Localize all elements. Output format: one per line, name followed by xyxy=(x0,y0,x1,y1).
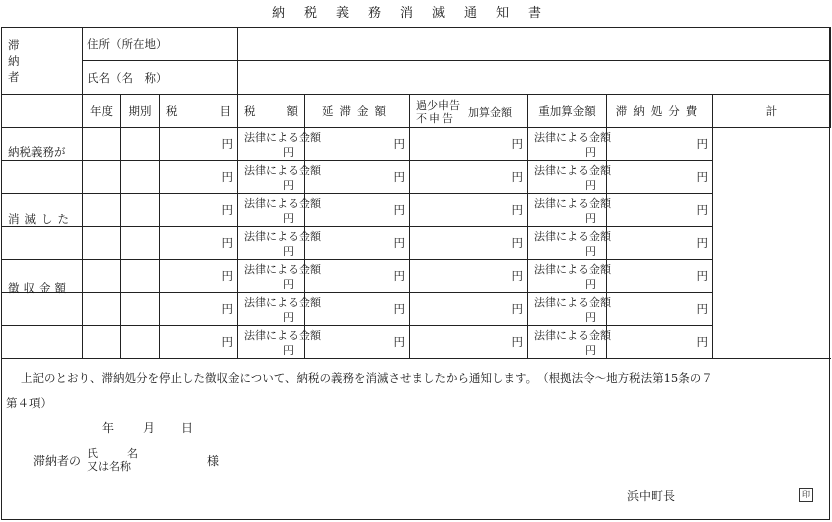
side-label-line3: 徴収金額 xyxy=(8,281,70,295)
disposition-fee-cell[interactable] xyxy=(528,326,611,359)
heavy-additional-cell[interactable] xyxy=(410,326,528,359)
address-value[interactable] xyxy=(238,28,831,61)
yen-unit: 円 xyxy=(393,236,405,250)
yen-unit: 円 xyxy=(393,269,405,283)
tax-table xyxy=(1,27,831,359)
total-cell[interactable] xyxy=(607,227,713,260)
col-tax-item-a: 税 xyxy=(166,104,178,118)
table-row xyxy=(2,293,831,326)
yen-unit: 円 xyxy=(283,245,294,258)
tax-amount-cell[interactable] xyxy=(160,293,238,326)
recipient-name-top-a: 氏 xyxy=(87,447,98,460)
document-title: 納税義務消滅通知書 xyxy=(271,6,560,21)
notice-area xyxy=(1,362,830,520)
yen-unit: 円 xyxy=(283,179,294,192)
by-law-amount-label: 法律による金額 xyxy=(534,164,611,177)
address-label: 住所（所在地） xyxy=(83,28,238,61)
tax-amount-cell[interactable] xyxy=(160,161,238,194)
column-header-row xyxy=(2,95,831,128)
issuer-title: 浜中町長 xyxy=(627,489,676,503)
tax-amount-cell[interactable] xyxy=(160,326,238,359)
yen-unit: 円 xyxy=(221,335,233,349)
by-law-amount-label: 法律による金額 xyxy=(244,296,321,309)
yen-unit: 円 xyxy=(221,203,233,217)
yen-unit: 円 xyxy=(696,203,708,217)
disposition-fee-cell[interactable] xyxy=(528,128,611,161)
table-row xyxy=(2,128,831,161)
recipient-honorific: 様 xyxy=(207,454,220,468)
taxpayer-name-row xyxy=(2,61,831,95)
col-tax-amount xyxy=(238,95,305,128)
tax-item-cell[interactable] xyxy=(121,161,160,194)
disposition-fee-cell[interactable] xyxy=(528,194,611,227)
by-law-amount-label: 法律による金額 xyxy=(534,329,611,342)
by-law-amount-label: 法律による金額 xyxy=(244,329,321,342)
yen-unit: 円 xyxy=(696,170,708,184)
yen-unit: 円 xyxy=(283,212,294,225)
tax-amount-cell[interactable] xyxy=(160,128,238,161)
heavy-additional-cell[interactable] xyxy=(410,260,528,293)
by-law-amount-label: 法律による金額 xyxy=(244,164,321,177)
yen-unit: 円 xyxy=(696,137,708,151)
table-row xyxy=(2,326,831,359)
tax-amount-cell[interactable] xyxy=(160,260,238,293)
table-row xyxy=(2,227,831,260)
by-law-amount-label: 法律による金額 xyxy=(534,131,611,144)
date-day: 日 xyxy=(181,421,194,435)
col-period: 期別 xyxy=(121,95,160,128)
col-under-report-line2: 不申告 xyxy=(416,112,455,125)
delinquency-cell[interactable] xyxy=(238,161,321,194)
yen-unit: 円 xyxy=(393,335,405,349)
tax-amount-cell[interactable] xyxy=(160,194,238,227)
recipient-prefix: 滞納者の xyxy=(33,454,82,468)
delinquency-cell[interactable] xyxy=(238,326,321,359)
yen-unit: 円 xyxy=(511,203,523,217)
period-cell[interactable] xyxy=(83,161,121,194)
yen-unit: 円 xyxy=(511,236,523,250)
side-label-line2: 消滅した xyxy=(8,212,74,226)
total-cell[interactable] xyxy=(607,128,713,161)
yen-unit: 円 xyxy=(585,344,596,357)
period-cell[interactable] xyxy=(83,194,121,227)
side-label xyxy=(2,95,83,295)
yen-unit: 円 xyxy=(221,236,233,250)
recipient-name-top-b: 名 xyxy=(127,447,138,460)
yen-unit: 円 xyxy=(221,269,233,283)
tax-item-cell[interactable] xyxy=(121,227,160,260)
seal-mark: 印 xyxy=(799,488,813,502)
yen-unit: 円 xyxy=(696,302,708,316)
disposition-fee-cell[interactable] xyxy=(528,260,611,293)
period-cell[interactable] xyxy=(83,227,121,260)
yen-unit: 円 xyxy=(585,245,596,258)
tax-amount-cell[interactable] xyxy=(160,227,238,260)
by-law-amount-label: 法律による金額 xyxy=(534,263,611,276)
total-cell[interactable] xyxy=(607,194,713,227)
yen-unit: 円 xyxy=(283,344,294,357)
yen-unit: 円 xyxy=(696,236,708,250)
col-heavy-additional: 重加算金額 xyxy=(528,95,607,128)
period-cell[interactable] xyxy=(83,326,121,359)
tax-item-cell[interactable] xyxy=(121,128,160,161)
taxpayer-address-row xyxy=(2,28,831,61)
table-row xyxy=(2,194,831,227)
date-month: 月 xyxy=(143,421,156,435)
yen-unit: 円 xyxy=(283,146,294,159)
total-cell[interactable] xyxy=(607,293,713,326)
heavy-additional-cell[interactable] xyxy=(410,128,528,161)
heavy-additional-cell[interactable] xyxy=(410,161,528,194)
col-tax-amount-a: 税 xyxy=(244,104,256,118)
delinquency-cell[interactable] xyxy=(238,227,321,260)
col-total: 計 xyxy=(713,95,831,128)
disposition-fee-cell[interactable] xyxy=(528,161,611,194)
by-law-amount-label: 法律による金額 xyxy=(534,296,611,309)
year-cell[interactable] xyxy=(2,227,83,260)
yen-unit: 円 xyxy=(696,335,708,349)
yen-unit: 円 xyxy=(585,212,596,225)
col-under-report-line1: 過少申告 xyxy=(416,99,460,112)
by-law-amount-label: 法律による金額 xyxy=(244,197,321,210)
tax-item-cell[interactable] xyxy=(121,326,160,359)
notice-body-cont: 第４項） xyxy=(6,396,52,410)
taxpayer-label: 滞納者 xyxy=(2,28,83,95)
col-tax-amount-b: 額 xyxy=(286,104,298,118)
total-cell[interactable] xyxy=(607,260,713,293)
total-cell[interactable] xyxy=(607,161,713,194)
tax-item-cell[interactable] xyxy=(121,260,160,293)
by-law-amount-label: 法律による金額 xyxy=(244,230,321,243)
period-cell[interactable] xyxy=(83,293,121,326)
year-cell[interactable] xyxy=(2,326,83,359)
yen-unit: 円 xyxy=(511,170,523,184)
table-row xyxy=(2,161,831,194)
delinquency-cell[interactable] xyxy=(238,128,321,161)
delinquency-cell[interactable] xyxy=(238,260,321,293)
yen-unit: 円 xyxy=(393,302,405,316)
delinquency-cell[interactable] xyxy=(238,293,321,326)
yen-unit: 円 xyxy=(393,203,405,217)
by-law-amount-label: 法律による金額 xyxy=(534,197,611,210)
yen-unit: 円 xyxy=(221,302,233,316)
period-cell[interactable] xyxy=(83,128,121,161)
heavy-additional-cell[interactable] xyxy=(410,194,528,227)
yen-unit: 円 xyxy=(221,170,233,184)
yen-unit: 円 xyxy=(283,278,294,291)
heavy-additional-cell[interactable] xyxy=(410,227,528,260)
by-law-amount-label: 法律による金額 xyxy=(534,230,611,243)
side-label-line1: 納税義務が xyxy=(8,145,66,159)
yen-unit: 円 xyxy=(511,137,523,151)
yen-unit: 円 xyxy=(221,137,233,151)
year-cell[interactable] xyxy=(2,293,83,326)
yen-unit: 円 xyxy=(393,137,405,151)
col-under-report xyxy=(410,95,528,128)
col-delinquency: 延滞金額 xyxy=(305,95,410,128)
yen-unit: 円 xyxy=(283,311,294,324)
disposition-fee-cell[interactable] xyxy=(528,227,611,260)
yen-unit: 円 xyxy=(585,278,596,291)
date-year: 年 xyxy=(102,421,115,435)
tax-item-cell[interactable] xyxy=(121,293,160,326)
col-tax-item-b: 目 xyxy=(219,104,231,118)
col-year: 年度 xyxy=(83,95,121,128)
name-label: 氏名（名 称） xyxy=(83,61,238,95)
name-value[interactable] xyxy=(238,61,831,95)
heavy-additional-cell[interactable] xyxy=(410,293,528,326)
table-row xyxy=(2,260,831,293)
yen-unit: 円 xyxy=(696,269,708,283)
recipient-name-bottom: 又は名称 xyxy=(87,460,131,473)
year-cell[interactable] xyxy=(2,161,83,194)
col-under-report-right: 加算金額 xyxy=(468,106,512,119)
yen-unit: 円 xyxy=(393,170,405,184)
tax-item-cell[interactable] xyxy=(121,194,160,227)
yen-unit: 円 xyxy=(585,311,596,324)
legal-row xyxy=(2,359,831,360)
disposition-fee-cell[interactable] xyxy=(528,293,611,326)
period-cell[interactable] xyxy=(83,260,121,293)
yen-unit: 円 xyxy=(511,302,523,316)
col-tax-item xyxy=(160,95,238,128)
delinquency-cell[interactable] xyxy=(238,194,321,227)
notice-body: 上記のとおり、滞納処分を停止した徴収金について、納税の義務を消滅させましたから通知します。 （根拠法令～地方税法第15条の７ xyxy=(21,371,713,385)
by-law-amount-label: 法律による金額 xyxy=(244,263,321,276)
yen-unit: 円 xyxy=(585,179,596,192)
yen-unit: 円 xyxy=(511,269,523,283)
yen-unit: 円 xyxy=(585,146,596,159)
total-cell[interactable] xyxy=(607,326,713,359)
by-law-amount-label: 法律による金額 xyxy=(244,131,321,144)
col-disposition-fee: 滞納処分費 xyxy=(607,95,713,128)
yen-unit: 円 xyxy=(511,335,523,349)
